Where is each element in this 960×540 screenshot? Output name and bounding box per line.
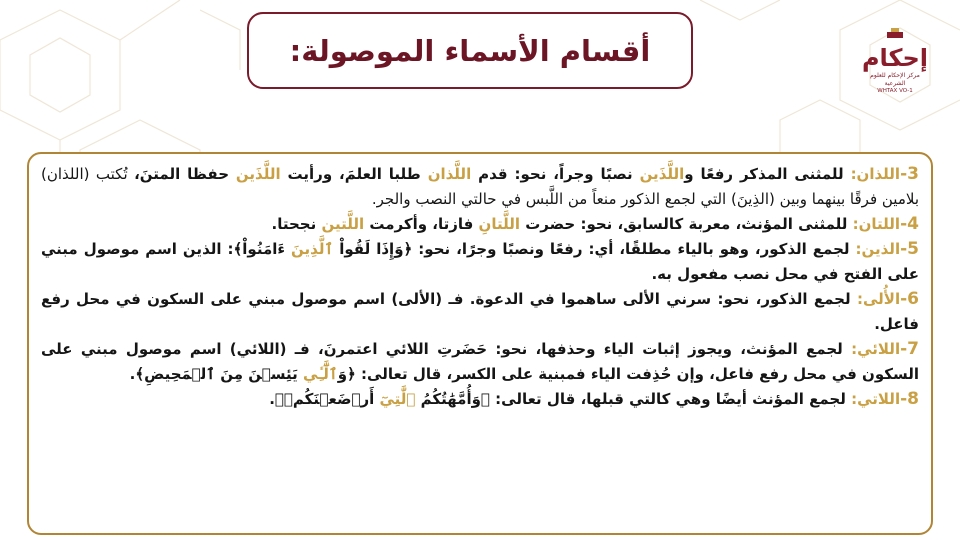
item-text: نصبًا وجراً، نحو: قدم: [471, 165, 640, 183]
item-highlight: ٱلَّذِينَ: [291, 240, 334, 258]
logo-name: إحكام: [861, 44, 929, 72]
item-text: فازتا، وأكرمت: [364, 215, 479, 233]
item-text: للمثنى المؤنث، معربة كالسابق، نحو: حضرت: [520, 215, 853, 233]
item-text: حفظا المتنَ،: [134, 165, 236, 183]
item-note: تُكتب (اللذان) بلامين فرقًا بينهما وبين (الذِينَ) التي لجمع الذكور منعاً من اللَّبس في حالتي النصب والجر.: [41, 165, 919, 208]
item-highlight: اللَّتين: [321, 215, 365, 233]
title-box: [247, 12, 693, 89]
paragraph-7: [41, 337, 919, 387]
item-term: اللتان:: [852, 215, 901, 233]
logo-number: WHTAX VO-1: [877, 88, 913, 94]
paragraph-5: [41, 237, 919, 287]
item-text: لجمع الذكور، وهو بالياء مطلقًا، أي: رفعًا ونصبًا وجرًا، نحو: ﴿وَإِذَا لَقُواْ: [333, 240, 856, 258]
item-text: طلبا العلمَ، ورأيت: [280, 165, 428, 183]
item-highlight: اللَّتانِ: [478, 215, 520, 233]
item-text: نجحتا.: [271, 215, 322, 233]
item-highlight: اللَّذَين: [639, 165, 685, 183]
content-box: [27, 152, 933, 535]
logo-subtitle: مركز الإحكام للعلوم الشرعية: [870, 72, 920, 87]
item-term: اللائي:: [851, 340, 901, 358]
item-number: 6-: [900, 289, 919, 309]
item-text: ءَامَنُواْ﴾: الذين اسم موصول مبني على الفتح في محل نصب مفعول به.: [41, 240, 919, 283]
item-highlight: اللَّذَين: [235, 165, 281, 183]
logo-emblem-icon: [885, 28, 905, 38]
paragraph-4: [41, 212, 919, 237]
item-term: الأُلى:: [856, 290, 901, 308]
item-text: للمثنى المذكر رفعًا و: [684, 165, 851, 183]
item-term: الذين:: [855, 240, 901, 258]
page-title: أقسام الأسماء الموصولة:: [289, 33, 651, 68]
item-term: اللاتي:: [851, 390, 901, 408]
item-number: 4-: [900, 214, 919, 234]
item-term: اللذان:: [850, 165, 901, 183]
item-highlight: ٱلَّٰٓـِٔي: [302, 365, 338, 383]
item-number: 7-: [900, 339, 919, 359]
item-highlight: اللَّذان: [427, 165, 472, 183]
item-text: أَرۡضَعۡنَكُمۡ﴾.: [269, 390, 380, 408]
item-number: 3-: [900, 164, 919, 184]
item-text: يَئِسۡنَ مِنَ ٱلۡمَحِيضِ﴾.: [129, 365, 303, 383]
item-number: 8-: [900, 389, 919, 409]
paragraph-8: [41, 387, 919, 412]
paragraph-6: [41, 287, 919, 337]
item-number: 5-: [900, 239, 919, 259]
paragraph-3: [41, 162, 919, 212]
logo: [860, 28, 930, 92]
item-text: لجمع المؤنث، ويجوز إثبات الياء وحذفها، نحو: حَضَرتِ اللائي اعتمرنَ، فـ (اللائي) اسم موصول مبني على السكون في محل رفع فاعل، وإن حُذِفت الياء فمبنية على الكسر، قال تعالى: ﴿وَ: [41, 340, 919, 383]
content-body: [41, 162, 919, 412]
item-text: لجمع المؤنث أيضًا وهي كالتي قبلها، قال تعالى: ﴿وَأُمَّهَٰتُكُمُ: [415, 390, 852, 408]
item-highlight: ٱلَّٰتِيٓ: [379, 390, 416, 408]
item-text: لجمع الذكور، نحو: سرني الألى ساهموا في الدعوة. فـ (الألى) اسم موصول مبني على السكون في محل رفع فاعل.: [41, 290, 919, 333]
